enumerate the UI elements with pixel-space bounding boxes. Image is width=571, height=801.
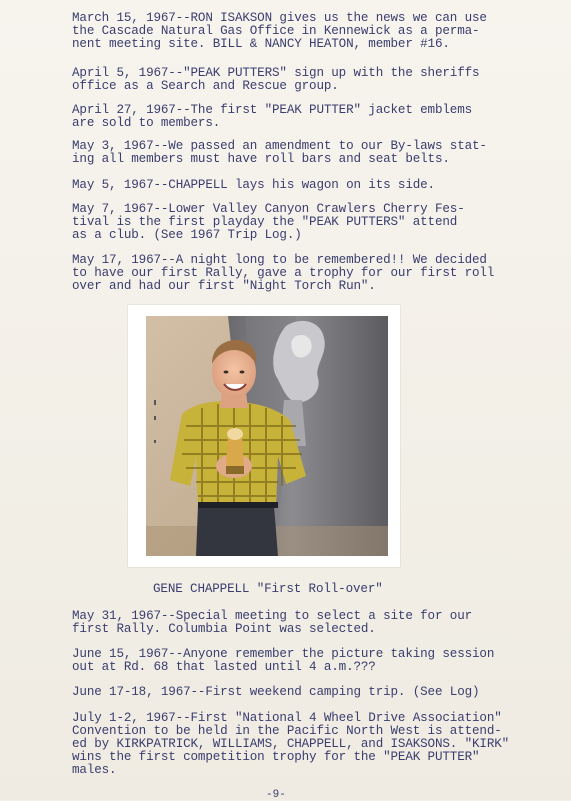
entry-april-27-1967: April 27, 1967--The first "PEAK PUTTER" jacket emblems are sold to members. [72, 103, 473, 130]
entry-april-5-1967: April 5, 1967--"PEAK PUTTERS" sign up with the sheriffs office as a Search and Rescue group. [72, 66, 480, 93]
entry-may-5-1967: May 5, 1967--CHAPPELL lays his wagon on its side. [72, 178, 435, 192]
entry-july-1-2-1967: July 1-2, 1967--First "National 4 Wheel Drive Association" Convention to be held in the Pacific North West is attend- ed by KIRKPATRICK, WILLIAMS, CHAPPELL, and ISAKSONS. "KIRK" wins the first competition trophy for the "PEAK PUTTER" males. [72, 711, 510, 777]
photo [146, 316, 388, 556]
entry-june-15-1967: June 15, 1967--Anyone remember the picture taking session out at Rd. 68 that lasted until 4 a.m.??? [72, 647, 495, 674]
page-number: -9- [266, 789, 286, 801]
entry-may-7-1967: May 7, 1967--Lower Valley Canyon Crawlers Cherry Fes- tival is the first playday the "PEAK PUTTERS" attend as a club. (See 1967 Trip Log.) [72, 202, 465, 242]
entry-june-17-18-1967: June 17-18, 1967--First weekend camping trip. (See Log) [72, 685, 480, 699]
entry-may-17-1967: May 17, 1967--A night long to be remembered!! We decided to have our first Rally, gave a trophy for our first roll over and had our first "Night Torch Run". [72, 253, 495, 293]
photo-frame [128, 305, 400, 567]
entry-march-15-1967: March 15, 1967--RON ISAKSON gives us the news we can use the Cascade Natural Gas Office in Kennewick as a perma- nent meeting site. BILL & NANCY HEATON, member #16. [72, 11, 487, 51]
photo-image [146, 316, 388, 556]
entry-may-3-1967: May 3, 1967--We passed an amendment to our By-laws stat- ing all members must have roll bars and seat belts. [72, 139, 487, 166]
entry-may-31-1967: May 31, 1967--Special meeting to select a site for our first Rally. Columbia Point was selected. [72, 609, 473, 636]
photo-caption: GENE CHAPPELL "First Roll-over" [153, 582, 383, 596]
